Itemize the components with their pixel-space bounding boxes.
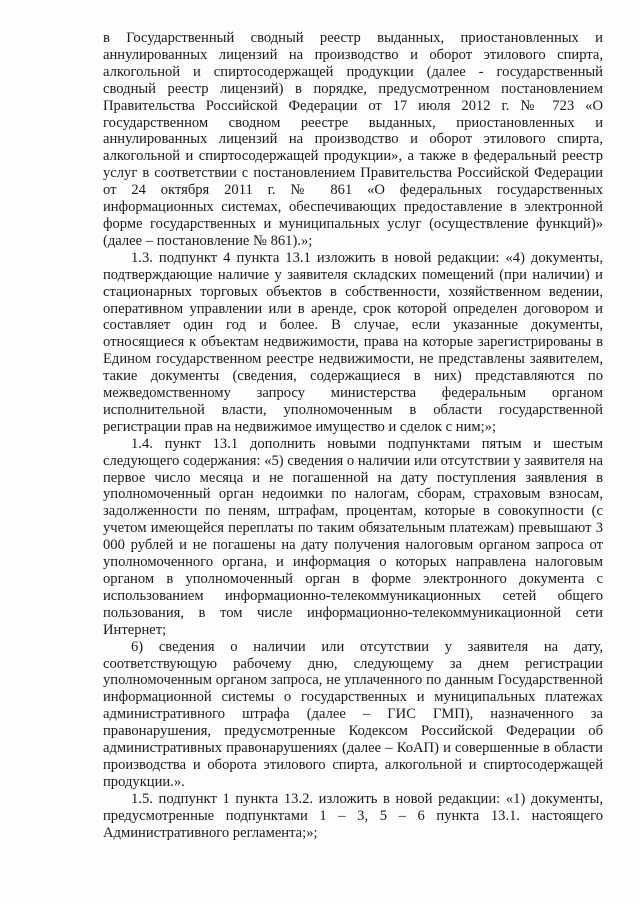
paragraph-1-4: 1.4. пункт 13.1 дополнить новыми подпунктами пятым и шестым следующего содержания: «5) сведения о наличии или отсутствии у заявителя на первое число месяца и не погашенной на дату поступления заявления в уполномоченный орган недоимки по налогам, сборам, страховым взносам, задолженности по пеням, штрафам, процентам, которые в совокупности (с учетом имеющейся переплаты по таким обязательным платежам) превышают 3 000 рублей и не погашены на дату получения налоговым органом запроса от уполномоченного органа, и информация о которых направлена налоговым органом в уполномоченный орган в форме электронного документа с использованием информационно-телекоммуникационных сетей общего пользования, в том числе информационно-телекоммуникационной сети Интернет; bbox=[103, 435, 603, 638]
paragraph-registry-continuation: в Государственный сводный реестр выданных, приостановленных и аннулированных лицензий на производство и оборот этилового спирта, алкогольной и спиртосодержащей продукции (далее - государственный сводный реестр лицензий) в порядке, предусмотренном постановлением Правительства Российской Федерации от 17 июля 2012 г. № 723 «О государственном сводном реестре выданных, приостановленных и аннулированных лицензий на производство и оборот этилового спирта, алкогольной и спиртосодержащей продукции», а также в федеральный реестр услуг в соответствии с постановлением Правительства Российской Федерации от 24 октября 2011 г. № 861 «О федеральных государственных информационных системах, обеспечивающих предоставление в электронной форме государственных и муниципальных услуг (осуществление функций)» (далее – постановление № 861).»; bbox=[103, 30, 603, 249]
paragraph-1-3: 1.3. подпункт 4 пункта 13.1 изложить в новой редакции: «4) документы, подтверждающие наличие у заявителя складских помещений (при наличии) и стационарных торговых объектов в собственности, хозяйственном ведении, оперативном управлении или в аренде, срок которой определен договором и составляет один год и более. В случае, если указанные документы, относящиеся к объектам недвижимости, права на которые зарегистрированы в Едином государственном реестре недвижимости, не представлены заявителем, такие документы (сведения, содержащиеся в них) представляются по межведомственному запросу министерства федеральным органом исполнительной власти, уполномоченным в области государственной регистрации прав на недвижимое имущество и сделок с ним;»; bbox=[103, 249, 603, 435]
paragraph-1-5: 1.5. подпункт 1 пункта 13.2. изложить в новой редакции: «1) документы, предусмотренные подпунктами 1 – 3, 5 – 6 пункта 13.1. настоящего Административного регламента;»; bbox=[103, 790, 603, 841]
paragraph-subitem-6: 6) сведения о наличии или отсутствии у заявителя на дату, соответствующую рабочему дню, следующему за днем регистрации уполномоченным органом запроса, не уплаченного по данным Государственной информационной системы о государственных и муниципальных платежах административного штрафа (далее – ГИС ГМП), назначенного за правонарушения, предусмотренные Кодексом Российской Федерации об административных правонарушениях (далее – КоАП) и совершенные в области производства и оборота этилового спирта, алкогольной и спиртосодержащей продукции.». bbox=[103, 638, 603, 790]
document-body bbox=[103, 30, 603, 842]
